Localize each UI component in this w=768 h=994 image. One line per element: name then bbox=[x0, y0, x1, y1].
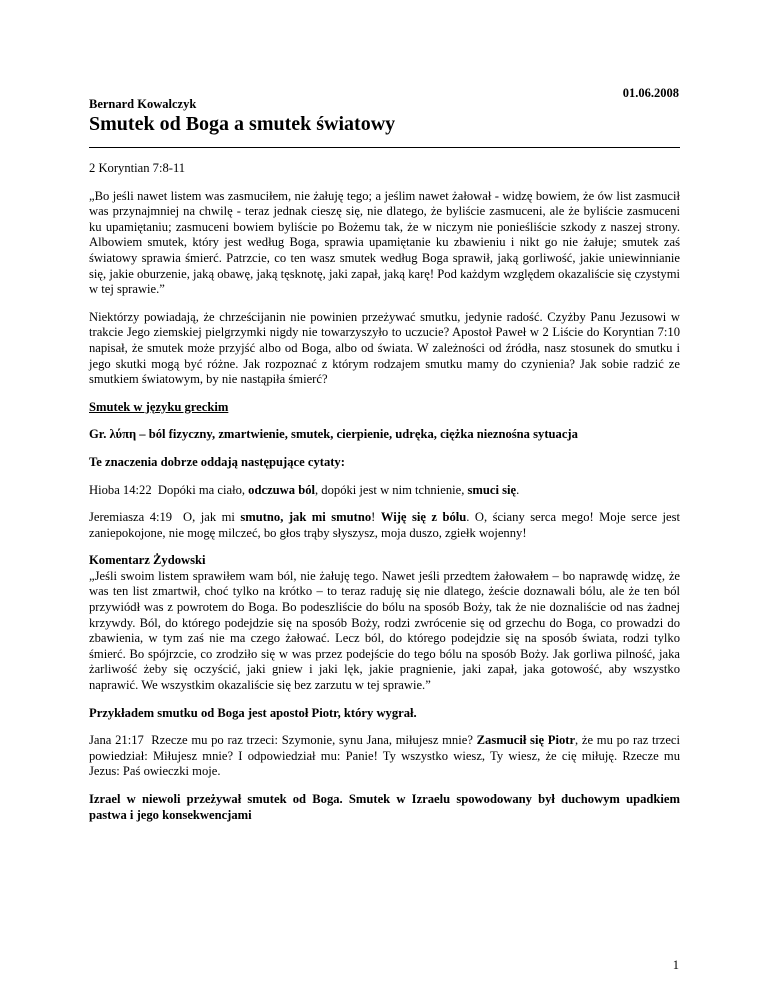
emphasis: smuci się bbox=[467, 482, 517, 497]
jewish-commentary-heading: Komentarz Żydowski bbox=[89, 553, 206, 568]
document-title: Smutek od Boga a smutek światowy bbox=[89, 113, 396, 135]
peter-heading: Przykładem smutku od Boga jest apostoł Piotr, który wygrał. bbox=[89, 705, 417, 720]
title-divider bbox=[89, 147, 680, 148]
greek-definition: Gr. λύπη – ból fizyczny, zmartwienie, smutek, cierpienie, udręka, ciężka nieznośna sytuacja bbox=[89, 427, 578, 442]
scripture-quote: „Bo jeśli nawet listem was zasmuciłem, nie żałuję tego; a jeślim nawet żałował - widzę bowiem, że ów list zasmucił was przynajmniej na chwilę - teraz jednak cieszę się, nie dlatego, że byliście zasmuceni, ale że byliście zasmuceni ku upamiętaniu; zasmuceni bowiem byliście po Bożemu tak, że w niczym nie ponieśliście szkody z naszej strony. Albowiem smutek, który jest według Boga, sprawia upamiętanie ku zbawieniu i nikt go nie żałuje; smutek zaś światowy sprawia śmierć. Patrzcie, co ten wasz smutek według Boga sprawił, jaką gorliwość, jakie uniewinnianie się, jakie oburzenie, jaką obawę, jaką tęsknotę, jaki zapał, jaką karę! Pod każdym względem okazaliście się czystymi w tej sprawie.” bbox=[89, 188, 680, 297]
emphasis: odczuwa ból bbox=[248, 482, 315, 497]
page-number: 1 bbox=[672, 958, 679, 972]
citation-john: Jana 21:17 Rzecze mu po raz trzeci: Szymonie, synu Jana, miłujesz mnie? Zasmucił się Piotr, że mu po raz trzeci powiedział: Miłujesz mnie? I odpowiedział mu: Panie! Ty wszystko wiesz, Ty wiesz, że cię miłuję. Rzecze mu Jezus: Paś owieczki moje. bbox=[89, 733, 680, 779]
israel-heading: Izrael w niewoli przeżywał smutek od Boga. Smutek w Izraelu spowodowany był duchowym upadkiem pastwa i jego konsekwencjami bbox=[89, 792, 680, 822]
intro-paragraph: Niektórzy powiadają, że chrześcijanin nie powinien przeżywać smutku, jedynie radość. Czyżby Panu Jezusowi w trakcie Jego ziemskiej pielgrzymki nigdy nie towarzyszyło to uczucie? Apostoł Paweł w 2 Liście do Koryntian 7:10 napisał, że smutek może przyjść albo od Boga, albo od świata. W zależności od źródła, nasz stosunek do smutku i jego skutki mogą być różne. Jak rozpoznać z którym rodzajem smutku mamy do czynienia? Jak sobie radzić ze smutkiem światowym, by nie nastąpiła śmierć? bbox=[89, 309, 680, 387]
document-body bbox=[89, 161, 680, 835]
citation-jeremiah: Jeremiasza 4:19 O, jak mi smutno, jak mi smutno! Wiję się z bólu. O, ściany serca mego! Moje serce jest zaniepokojone, nie mogę milczeć, bo głos trąby słyszysz, moja duszo, zgiełk wojenny! bbox=[89, 510, 681, 540]
scripture-reference: 2 Koryntian 7:8-11 bbox=[89, 161, 186, 175]
emphasis: Zasmucił się Piotr bbox=[476, 733, 576, 748]
document-date: 01.06.2008 bbox=[622, 86, 679, 100]
author-name: Bernard Kowalczyk bbox=[89, 97, 197, 111]
citations-intro: Te znaczenia dobrze oddają następujące cytaty: bbox=[89, 454, 345, 469]
section-heading-greek: Smutek w języku greckim bbox=[89, 399, 229, 414]
jewish-commentary-text: „Jeśli swoim listem sprawiłem wam ból, nie żałuję tego. Nawet jeśli przedtem żałowałem – bo naprawdę widzę, że was ten list zmartwił, choć tylko na krótko – to teraz raduję się nie dlatego, żeście doznawali bólu, ale że ten ból przywiódł was z powrotem do Boga. Bo podeszliście do bólu na sposób Boży, tak że nie doznaliście od nas żadnej krzywdy. Ból, do którego podejdzie się na sposób Boży, rodzi zwrócenie się od grzechu do Boga, co prowadzi do zbawienia, w tym zaś nie ma czego żałować. Lecz ból, do którego podejdzie się na sposób świata, rodzi tylko śmierć. Bo spójrzcie, co zrodziło się w was przez podejście do tego bólu na sposób Boży. Jak gorliwa pilność, jaka żarliwość żeby się oczyścić, jaki gniew i jaki lęk, jakie pragnienie, jaki zapał, jaka gotowość, aby wszystko naprawić. We wszystkim okazaliście się bez zarzutu w tej sprawie.” bbox=[89, 568, 680, 693]
emphasis: smutno, jak mi smutno bbox=[240, 510, 372, 525]
citation-job-ref: Hioba 14:22 bbox=[89, 482, 152, 497]
citation-john-ref: Jana 21:17 bbox=[89, 733, 144, 748]
citation-jeremiah-ref: Jeremiasza 4:19 bbox=[89, 510, 173, 525]
citation-job: Hioba 14:22 Dopóki ma ciało, odczuwa ból, dopóki jest w nim tchnienie, smuci się. bbox=[89, 482, 520, 497]
emphasis: Wiję się z bólu bbox=[380, 510, 467, 525]
